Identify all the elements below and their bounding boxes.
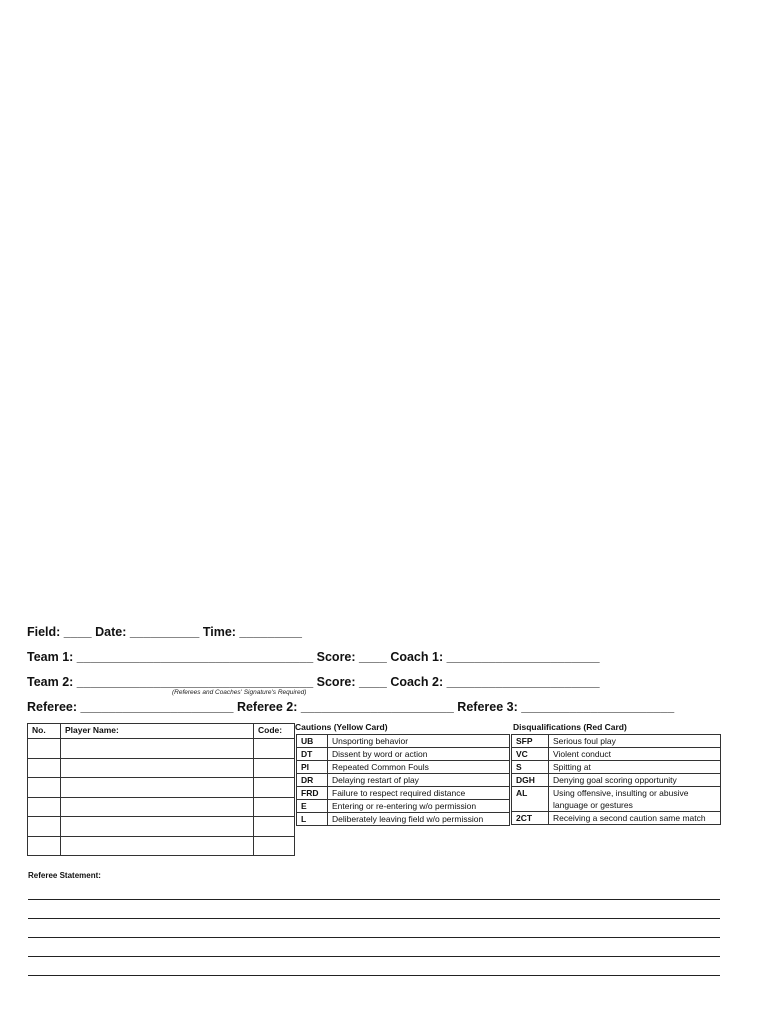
team1-blank[interactable]: Team 1: __________________________________	[27, 650, 314, 664]
player-name-cell[interactable]	[61, 758, 254, 778]
code-cell[interactable]	[254, 778, 295, 798]
statement-line[interactable]	[28, 918, 720, 919]
player-name-cell[interactable]	[61, 797, 254, 817]
statement-line[interactable]	[28, 975, 720, 976]
caution-code: DT	[297, 748, 328, 761]
disq-desc: Serious foul play	[549, 735, 721, 748]
table-row	[28, 739, 295, 759]
referee-row	[27, 700, 674, 714]
time-blank[interactable]: Time: _________	[202, 625, 302, 639]
disq-row	[512, 735, 721, 748]
disq-row	[512, 748, 721, 761]
code-cell[interactable]	[254, 758, 295, 778]
disq-desc: Denying goal scoring opportunity	[549, 774, 721, 787]
disqualifications-title: Disqualifications (Red Card)	[513, 722, 627, 732]
caution-row	[297, 735, 510, 748]
table-row	[28, 797, 295, 817]
caution-row	[297, 813, 510, 826]
player-table	[27, 723, 295, 856]
player-name-header: Player Name:	[61, 724, 254, 739]
caution-desc: Dissent by word or action	[328, 748, 510, 761]
caution-code: E	[297, 800, 328, 813]
caution-row	[297, 748, 510, 761]
table-row	[28, 817, 295, 837]
disq-desc: Violent conduct	[549, 748, 721, 761]
no-cell[interactable]	[28, 797, 61, 817]
player-name-cell[interactable]	[61, 817, 254, 837]
date-blank[interactable]: Date: __________	[95, 625, 200, 639]
team1-score-blank[interactable]: Score: ____	[316, 650, 387, 664]
coach2-blank[interactable]: Coach 2: ______________________	[390, 675, 600, 689]
code-cell[interactable]	[254, 797, 295, 817]
statement-line[interactable]	[28, 956, 720, 957]
disq-desc: Spitting at	[549, 761, 721, 774]
no-header: No.	[28, 724, 61, 739]
disq-desc: Using offensive, insulting or abusive language or gestures	[549, 787, 721, 812]
code-cell[interactable]	[254, 739, 295, 759]
disq-code: SFP	[512, 735, 549, 748]
team2-row	[27, 675, 600, 689]
disq-code: 2CT	[512, 812, 549, 825]
caution-row	[297, 787, 510, 800]
field-date-time-row	[27, 625, 302, 639]
code-header: Code:	[254, 724, 295, 739]
no-cell[interactable]	[28, 758, 61, 778]
referee2-blank[interactable]: Referee 2: ______________________	[236, 700, 454, 714]
code-cell[interactable]	[254, 817, 295, 837]
caution-desc: Entering or re-entering w/o permission	[328, 800, 510, 813]
coach1-blank[interactable]: Coach 1: ______________________	[390, 650, 600, 664]
disq-code: S	[512, 761, 549, 774]
disq-code: AL	[512, 787, 549, 812]
referee-statement-title: Referee Statement:	[28, 871, 101, 880]
caution-desc: Unsporting behavior	[328, 735, 510, 748]
cautions-title: Cautions (Yellow Card)	[295, 722, 388, 732]
player-name-cell[interactable]	[61, 778, 254, 798]
caution-desc: Failure to respect required distance	[328, 787, 510, 800]
caution-code: PI	[297, 761, 328, 774]
caution-code: FRD	[297, 787, 328, 800]
caution-row	[297, 800, 510, 813]
code-cell[interactable]	[254, 836, 295, 856]
disq-row	[512, 787, 721, 812]
table-row	[28, 758, 295, 778]
team1-row	[27, 650, 600, 664]
team2-blank[interactable]: Team 2: __________________________________	[27, 675, 314, 689]
referee3-blank[interactable]: Referee 3: ______________________	[457, 700, 675, 714]
field-blank[interactable]: Field: ____	[27, 625, 92, 639]
disq-code: DGH	[512, 774, 549, 787]
caution-row	[297, 761, 510, 774]
statement-line[interactable]	[28, 937, 720, 938]
disq-row	[512, 812, 721, 825]
no-cell[interactable]	[28, 778, 61, 798]
caution-desc: Delaying restart of play	[328, 774, 510, 787]
no-cell[interactable]	[28, 836, 61, 856]
caution-desc: Repeated Common Fouls	[328, 761, 510, 774]
caution-desc: Deliberately leaving field w/o permission	[328, 813, 510, 826]
team2-score-blank[interactable]: Score: ____	[316, 675, 387, 689]
no-cell[interactable]	[28, 739, 61, 759]
caution-row	[297, 774, 510, 787]
disqualifications-table	[511, 734, 721, 825]
player-table-header	[28, 724, 295, 739]
caution-code: DR	[297, 774, 328, 787]
table-row	[28, 836, 295, 856]
disq-desc: Receiving a second caution same match	[549, 812, 721, 825]
player-name-cell[interactable]	[61, 836, 254, 856]
table-row	[28, 778, 295, 798]
referee-blank[interactable]: Referee: ______________________	[27, 700, 234, 714]
signature-note: (Referees and Coaches' Signature's Required)	[172, 689, 307, 696]
disq-row	[512, 774, 721, 787]
disq-code: VC	[512, 748, 549, 761]
disq-row	[512, 761, 721, 774]
statement-line[interactable]	[28, 899, 720, 900]
caution-code: L	[297, 813, 328, 826]
caution-code: UB	[297, 735, 328, 748]
no-cell[interactable]	[28, 817, 61, 837]
cautions-table	[296, 734, 510, 826]
player-name-cell[interactable]	[61, 739, 254, 759]
